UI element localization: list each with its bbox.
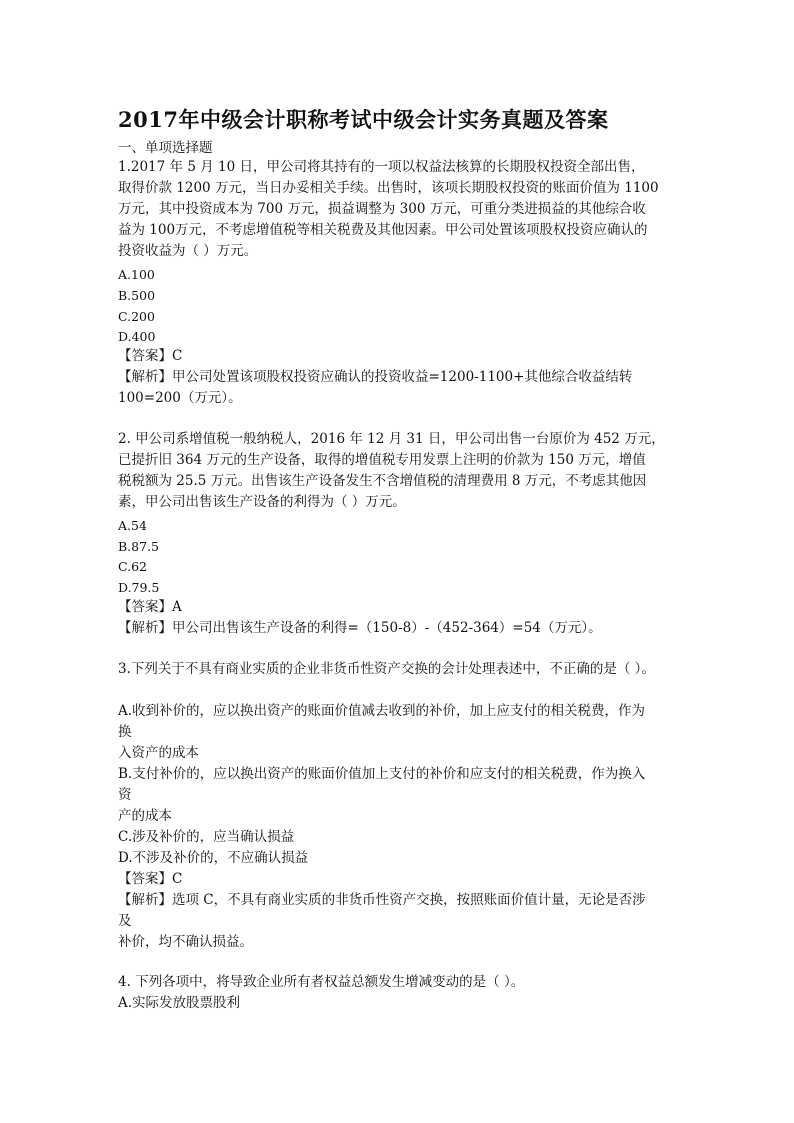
q2-option-c: C.62 [118, 559, 147, 574]
q1-option-c: C.200 [118, 309, 155, 324]
q3-option-a: A.收到补价的，应以换出资产的账面价值减去收到的补价，加上应支付的相关税费，作为 [118, 703, 646, 719]
q1-text-line: 取得价款 1200 万元，当日办妥相关手续。出售时，该项长期股权投资的账面价值为 1100 [118, 180, 659, 196]
q2-text-line: 税税额为 25.5 万元。出售该生产设备发生不含增值税的清理费用 8 万元，不考虑其他因 [118, 473, 647, 489]
q2-option-d: D.79.5 [118, 580, 160, 595]
q1-analysis-line: 100=200（万元）。 [118, 390, 242, 406]
q3-analysis-line: 补价，均不确认损益。 [118, 934, 253, 950]
q3-option-b-wrap: 资 [118, 787, 132, 803]
q3-text-line: 3.下列关于不具有商业实质的企业非货币性资产交换的会计处理表述中，不正确的是（ ）。 [118, 661, 655, 677]
q4-option-a: A.实际发放股票股利 [118, 995, 241, 1011]
q1-analysis-line: 【解析】甲公司处置该项股权投资应确认的投资收益=1200-1100+其他综合收益结转 [118, 369, 633, 385]
q2-option-b: B.87.5 [118, 539, 159, 554]
q4-text-line: 4. 下列各项中，将导致企业所有者权益总额发生增减变动的是（ ）。 [118, 974, 525, 990]
q2-analysis-line: 【解析】甲公司出售该生产设备的利得=（150-8）-（452-364）=54（万元）。 [118, 620, 602, 636]
q3-option-b: B.支付补价的，应以换出资产的账面价值加上支付的补价和应支付的相关税费，作为换入 [118, 766, 646, 782]
q3-option-c: C.涉及补价的，应当确认损益 [118, 829, 295, 845]
q3-option-d: D.不涉及补价的，不应确认损益 [118, 850, 309, 866]
q1-option-a: A.100 [118, 267, 155, 282]
q3-option-a-wrap: 换 [118, 724, 132, 740]
q1-option-b: B.500 [118, 288, 156, 303]
section-heading: 一、单项选择题 [118, 140, 213, 156]
document-title: 2017年中级会计职称考试中级会计实务真题及答案 [118, 107, 609, 132]
q1-option-d: D.400 [118, 329, 156, 344]
q1-text-line: 1.2017 年 5 月 10 日，甲公司将其持有的一项以权益法核算的长期股权投资全部出售， [118, 159, 645, 175]
q2-text-line: 已提折旧 364 万元的生产设备，取得的增值税专用发票上注明的价款为 150 万元，增值 [118, 452, 646, 468]
q2-answer: 【答案】A [118, 599, 182, 615]
q2-text-line: 素，甲公司出售该生产设备的利得为（ ）万元。 [118, 494, 406, 510]
q3-option-a-wrap: 入资产的成本 [118, 745, 199, 761]
q1-answer: 【答案】C [118, 348, 183, 364]
q1-text-line: 万元，其中投资成本为 700 万元，损益调整为 300 万元，可重分类进损益的其他综合收 [118, 201, 646, 217]
q1-text-line: 投资收益为（ ）万元。 [118, 243, 258, 259]
q3-analysis-line: 【解析】选项 C，不具有商业实质的非货币性资产交换，按照账面价值计量，无论是否涉 [118, 892, 646, 908]
q3-answer: 【答案】C [118, 871, 183, 887]
q3-option-b-wrap: 产的成本 [118, 808, 172, 824]
q2-text-line: 2. 甲公司系增值税一般纳税人，2016 年 12 月 31 日，甲公司出售一台原价为 452 万元， [118, 431, 665, 447]
q2-option-a: A.54 [118, 518, 147, 533]
q3-analysis-line: 及 [118, 913, 132, 929]
q1-text-line: 益为 100万元，不考虑增值税等相关税费及其他因素。甲公司处置该项股权投资应确认的 [118, 222, 648, 238]
